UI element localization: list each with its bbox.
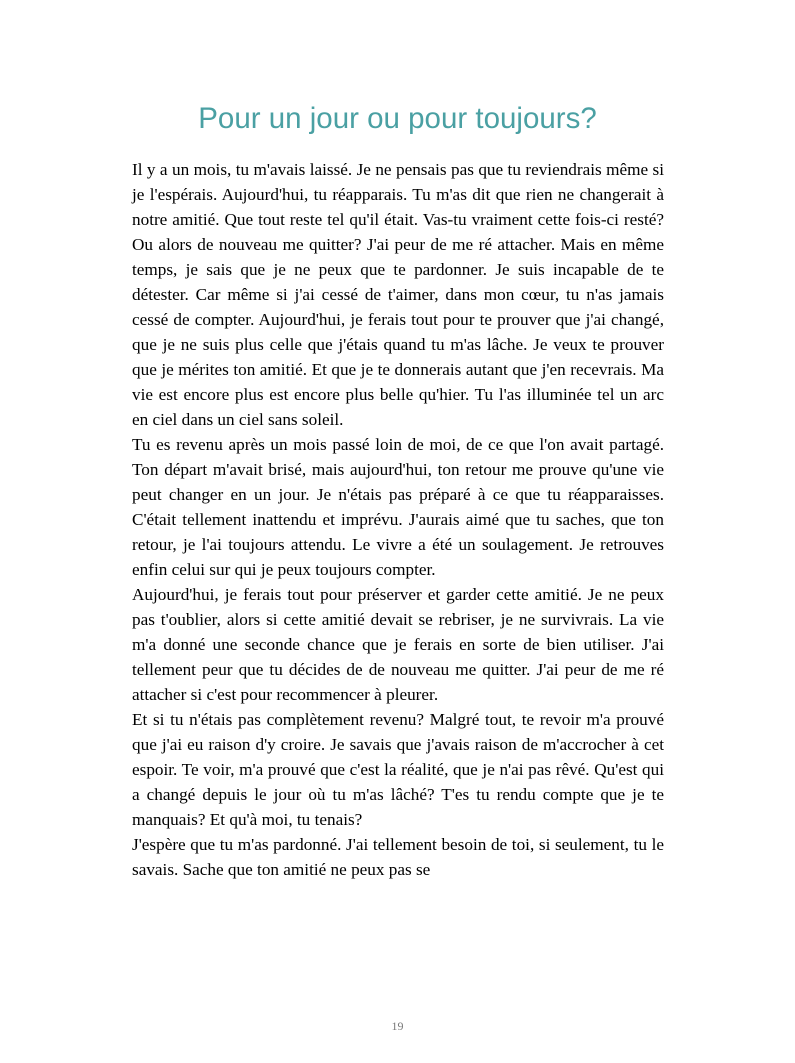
body-text [132,157,664,882]
paragraph-3: Aujourd'hui, je ferais tout pour préserver et garder cette amitié. Je ne peux pas t'oublier, alors si cette amitié devait se rebriser, je ne survivrais. La vie m'a donné une seconde chance que je ferais en sorte de bien utiliser. J'ai tellement peur que tu décides de de nouveau me quitter. J'ai peur de me ré attacher si c'est pour recommencer à pleurer. [132,585,664,704]
page-title: Pour un jour ou pour toujours? [198,102,597,135]
paragraph-1: Il y a un mois, tu m'avais laissé. Je ne pensais pas que tu reviendrais même si je l'espérais. Aujourd'hui, tu réapparais. Tu m'as dit que rien ne changerait à notre amitié. Que tout reste tel qu'il était. Vas-tu vraiment cette fois-ci resté? Ou alors de nouveau me quitter? J'ai peur de me ré attacher. Mais en même temps, je sais que je ne peux que te pardonner. Je suis incapable de te détester. Car même si j'ai cessé de t'aimer, dans mon cœur, tu n'as jamais cessé de compter. Aujourd'hui, je ferais tout pour te prouver que j'ai changé, que je ne suis plus celle que j'étais quand tu m'as lâche. Je veux te prouver que je mérites ton amitié. Et que je te donnerais autant que j'en recevrais. Ma vie est encore plus est encore plus belle qu'hier. Tu l'as illuminée tel un arc en ciel dans un ciel sans soleil. [132,160,664,429]
paragraph-2: Tu es revenu après un mois passé loin de moi, de ce que l'on avait partagé. Ton départ m'avait brisé, mais aujourd'hui, ton retour me prouve qu'une vie peut changer en un jour. Je n'étais pas préparé à ce que tu réapparaisses. C'était tellement inattendu et imprévu. J'aurais aimé que tu saches, que ton retour, je l'ai toujours attendu. Le vivre a été un soulagement. Je retrouves enfin celui sur qui je peux toujours compter. [132,435,664,579]
page-number: 19 [391,1019,404,1033]
paragraph-5: J'espère que tu m'as pardonné. J'ai tellement besoin de toi, si seulement, tu le savais. Sache que ton amitié ne peux pas se [132,835,664,879]
paragraph-4: Et si tu n'étais pas complètement revenu? Malgré tout, te revoir m'a prouvé que j'ai eu raison d'y croire. Je savais que j'avais raison de m'accrocher à cet espoir. Te voir, m'a prouvé que c'est la réalité, que je n'ai pas rêvé. Qu'est qui a changé depuis le jour où tu m'as lâché? T'es tu rendu compte que je te manquais? Et qu'à moi, tu tenais? [132,710,664,829]
